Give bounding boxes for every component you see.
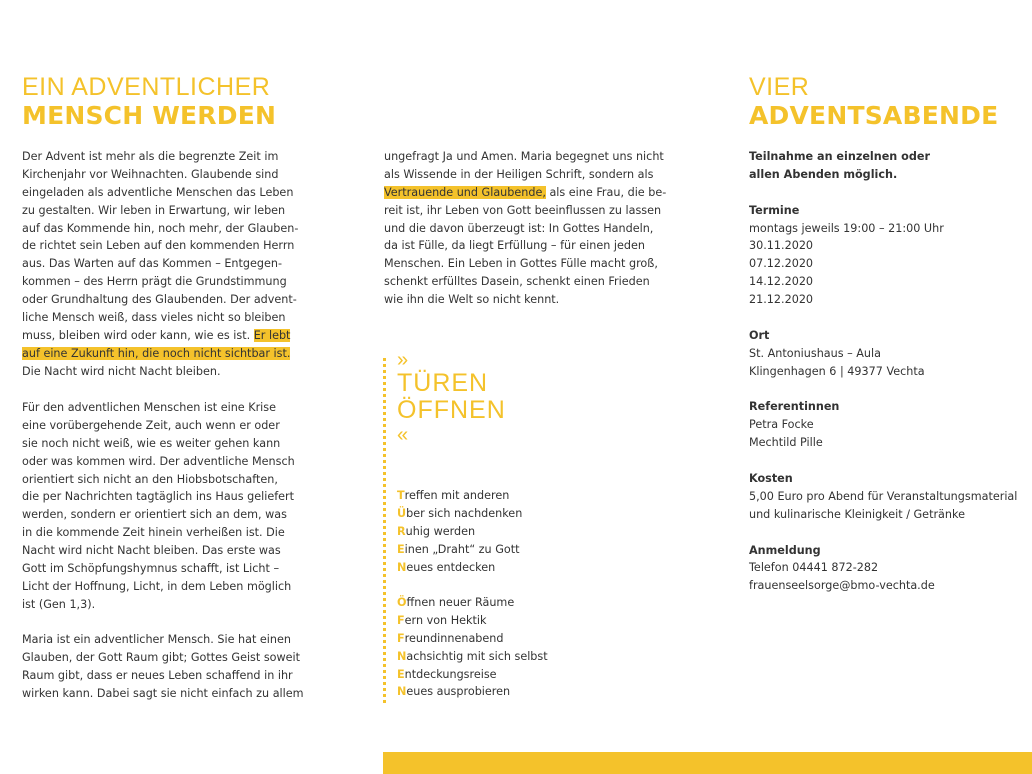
acrostic-letter: R [397, 524, 406, 538]
tueren-oeffnen-heading [397, 350, 506, 446]
acrostic-letter: E [397, 542, 405, 556]
list-item [397, 594, 548, 612]
list-item-text: uhig werden [405, 524, 476, 538]
list-item [397, 683, 548, 701]
paragraph-line: Glauben, der Gott Raum gibt; Gottes Geist soweit [22, 650, 301, 664]
referentin: Petra Focke [749, 418, 814, 432]
left-paragraph-2 [22, 399, 295, 614]
paragraph-line: da ist Fülle, da liegt Erfüllung – für einen jeden [384, 239, 645, 253]
list-item-text: achsichtig mit sich selbst [406, 649, 548, 663]
list-item [397, 630, 548, 648]
acrostic-letter: E [397, 667, 405, 681]
paragraph-line: Licht der Hoffnung, Licht, in dem Leben möglich [22, 579, 292, 593]
list-item-text: reundinnenabend [404, 631, 504, 645]
acrostic-letter: Ö [397, 596, 407, 609]
intro-line: allen Abenden möglich. [749, 167, 898, 181]
paragraph-line: reit ist, ihr Leben von Gott beeinflussen zu lassen [384, 203, 662, 217]
paragraph-line: ungefragt Ja und Amen. Maria begegnet uns nicht [384, 150, 664, 163]
acrostic-letter: T [397, 489, 405, 502]
list-item [397, 505, 522, 523]
accent-bar [383, 752, 1032, 774]
date: 21.12.2020 [749, 293, 814, 307]
acrostic-letter: F [397, 631, 405, 645]
heading-line: ÖFFNEN [397, 396, 506, 424]
list-item-text: ern von Hektik [404, 613, 487, 627]
list-item [397, 523, 522, 541]
acrostic-letter: N [397, 685, 407, 699]
paragraph-line: Menschen. Ein Leben in Gottes Fülle macht groß, [384, 257, 658, 271]
paragraph-line: Nacht wird nicht Nacht bleiben. Das erste was [22, 544, 281, 558]
left-heading-bold: MENSCH WERDEN [22, 101, 277, 130]
paragraph-line: wie ihn die Welt so nicht kennt. [384, 293, 560, 307]
paragraph-line: oder was kommen wird. Der adventliche Mensch [22, 454, 295, 468]
kosten-label: Kosten [749, 472, 793, 486]
paragraph-line: und die davon überzeugt ist: In Gottes Handeln, [384, 221, 654, 235]
list-item [397, 541, 522, 559]
highlight: auf eine Zukunft hin, die noch nicht sichtbar ist. [22, 346, 291, 360]
date: 07.12.2020 [749, 257, 814, 271]
paragraph-line: aus. Das Warten auf das Kommen – Entgegen- [22, 257, 282, 271]
paragraph-line: ist (Gen 1,3). [22, 597, 96, 611]
paragraph-line: Vertrauende und Glaubende, als eine Frau, die be- [384, 185, 667, 199]
list-item-text: eues ausprobieren [406, 685, 511, 699]
list-item-text: inen „Draht“ zu Gott [404, 542, 520, 556]
list-item [397, 487, 522, 505]
paragraph-line: eine vorübergehende Zeit, auch wenn er oder [22, 418, 280, 432]
list-item [397, 559, 522, 577]
paragraph-line: schenkt erfülltes Dasein, schenkt einen Frieden [384, 275, 650, 289]
referentin: Mechtild Pille [749, 436, 823, 450]
quote-close: « [397, 424, 410, 446]
highlight: Er lebt [253, 328, 291, 342]
termine-time: montags jeweils 19:00 – 21:00 Uhr [749, 221, 944, 235]
paragraph-line: eingeladen als adventliche Menschen das Leben [22, 185, 294, 199]
paragraph-line: auf das Kommende hin, noch mehr, der Glauben- [22, 221, 299, 235]
dotted-divider [383, 358, 386, 703]
email-link[interactable]: frauenseelsorge@bmo-vechta.de [749, 579, 935, 593]
termine-label: Termine [749, 203, 800, 217]
paragraph-line: Raum gibt, dass er neues Leben schaffend in ihr [22, 668, 293, 682]
paragraph-line: Für den adventlichen Menschen ist eine Krise [22, 401, 277, 414]
paragraph-line: Maria ist ein adventlicher Mensch. Sie hat einen [22, 633, 291, 646]
paragraph-line: orientiert sich nicht an den Hiobsbotschaften, [22, 472, 278, 486]
heading-line: TÜREN [397, 369, 489, 397]
list-item-text: reffen mit anderen [404, 489, 510, 502]
middle-paragraph [384, 148, 666, 309]
paragraph-line: sie noch nicht weiß, wie es weiter gehen kann [22, 436, 281, 450]
kosten-line: und kulinarische Kleinigkeit / Getränke [749, 507, 965, 521]
paragraph-line: muss, bleiben wird oder kann, wie es ist. Er lebt [22, 328, 291, 342]
acrostic-letter: Ü [397, 506, 407, 520]
list-item-text: ber sich nachdenken [406, 506, 523, 520]
paragraph-line: in die kommende Zeit hinein verheißen ist. Die [22, 526, 285, 540]
paragraph-line: kommen – des Herrn prägt die Grundstimmung [22, 275, 287, 289]
paragraph-line: Kirchenjahr vor Weihnachten. Glaubende sind [22, 167, 279, 181]
referentinnen-label: Referentinnen [749, 400, 840, 414]
ort-line: St. Antoniushaus – Aula [749, 346, 881, 360]
paragraph-line: als Wissende in der Heiligen Schrift, sondern als [384, 167, 654, 181]
paragraph-line: wirken kann. Dabei sagt sie nicht einfach zu allem [22, 686, 304, 700]
quote-open: » [397, 349, 410, 371]
paragraph-line: Die Nacht wird nicht Nacht bleiben. [22, 364, 221, 378]
paragraph-line: de richtet sein Leben auf den kommenden Herrn [22, 239, 295, 253]
list-item [397, 612, 548, 630]
left-paragraph-1 [22, 148, 298, 381]
ort-label: Ort [749, 328, 770, 342]
date: 30.11.2020 [749, 239, 814, 253]
list-item [397, 648, 548, 666]
left-heading-light: EIN ADVENTLICHER [22, 73, 271, 101]
right-heading-bold: ADVENTSABENDE [749, 101, 999, 130]
tueren-list [397, 487, 522, 576]
acrostic-letter: N [397, 649, 407, 663]
anmeldung-label: Anmeldung [749, 543, 821, 557]
phone: Telefon 04441 872-282 [749, 561, 879, 575]
list-item [397, 666, 548, 684]
paragraph-line [22, 345, 298, 363]
ort-line: Klingenhagen 6 | 49377 Vechta [749, 364, 925, 378]
paragraph-line: die per Nachrichten tagtäglich ins Haus geliefert [22, 490, 295, 504]
paragraph-line: Der Advent ist mehr als die begrenzte Zeit im [22, 150, 279, 163]
paragraph-line: oder Grundhaltung des Glaubenden. Der advent- [22, 293, 297, 307]
paragraph-line: Gott im Schöpfungshymnus schafft, ist Licht – [22, 562, 280, 576]
left-paragraph-3 [22, 631, 304, 703]
list-item-text: eues entdecken [406, 560, 496, 574]
paragraph-line: werden, sondern er orientiert sich an dem, was [22, 508, 287, 522]
right-heading-light: VIER [749, 73, 810, 101]
paragraph-line: zu gestalten. Wir leben in Erwartung, wir leben [22, 203, 286, 217]
highlight: Vertrauende und Glaubende, [384, 185, 546, 199]
paragraph-line: liche Mensch weiß, dass vieles nicht so bleiben [22, 311, 286, 325]
kosten-line: 5,00 Euro pro Abend für Veranstaltungsmaterial [749, 489, 1018, 503]
list-item-text: ffnen neuer Räume [406, 596, 515, 609]
list-item-text: ntdeckungsreise [404, 667, 497, 681]
oeffnen-list [397, 594, 548, 701]
info-block [749, 148, 1017, 595]
acrostic-letter: F [397, 613, 405, 627]
date: 14.12.2020 [749, 275, 814, 289]
intro-line: Teilnahme an einzelnen oder [749, 150, 930, 163]
acrostic-letter: N [397, 560, 407, 574]
